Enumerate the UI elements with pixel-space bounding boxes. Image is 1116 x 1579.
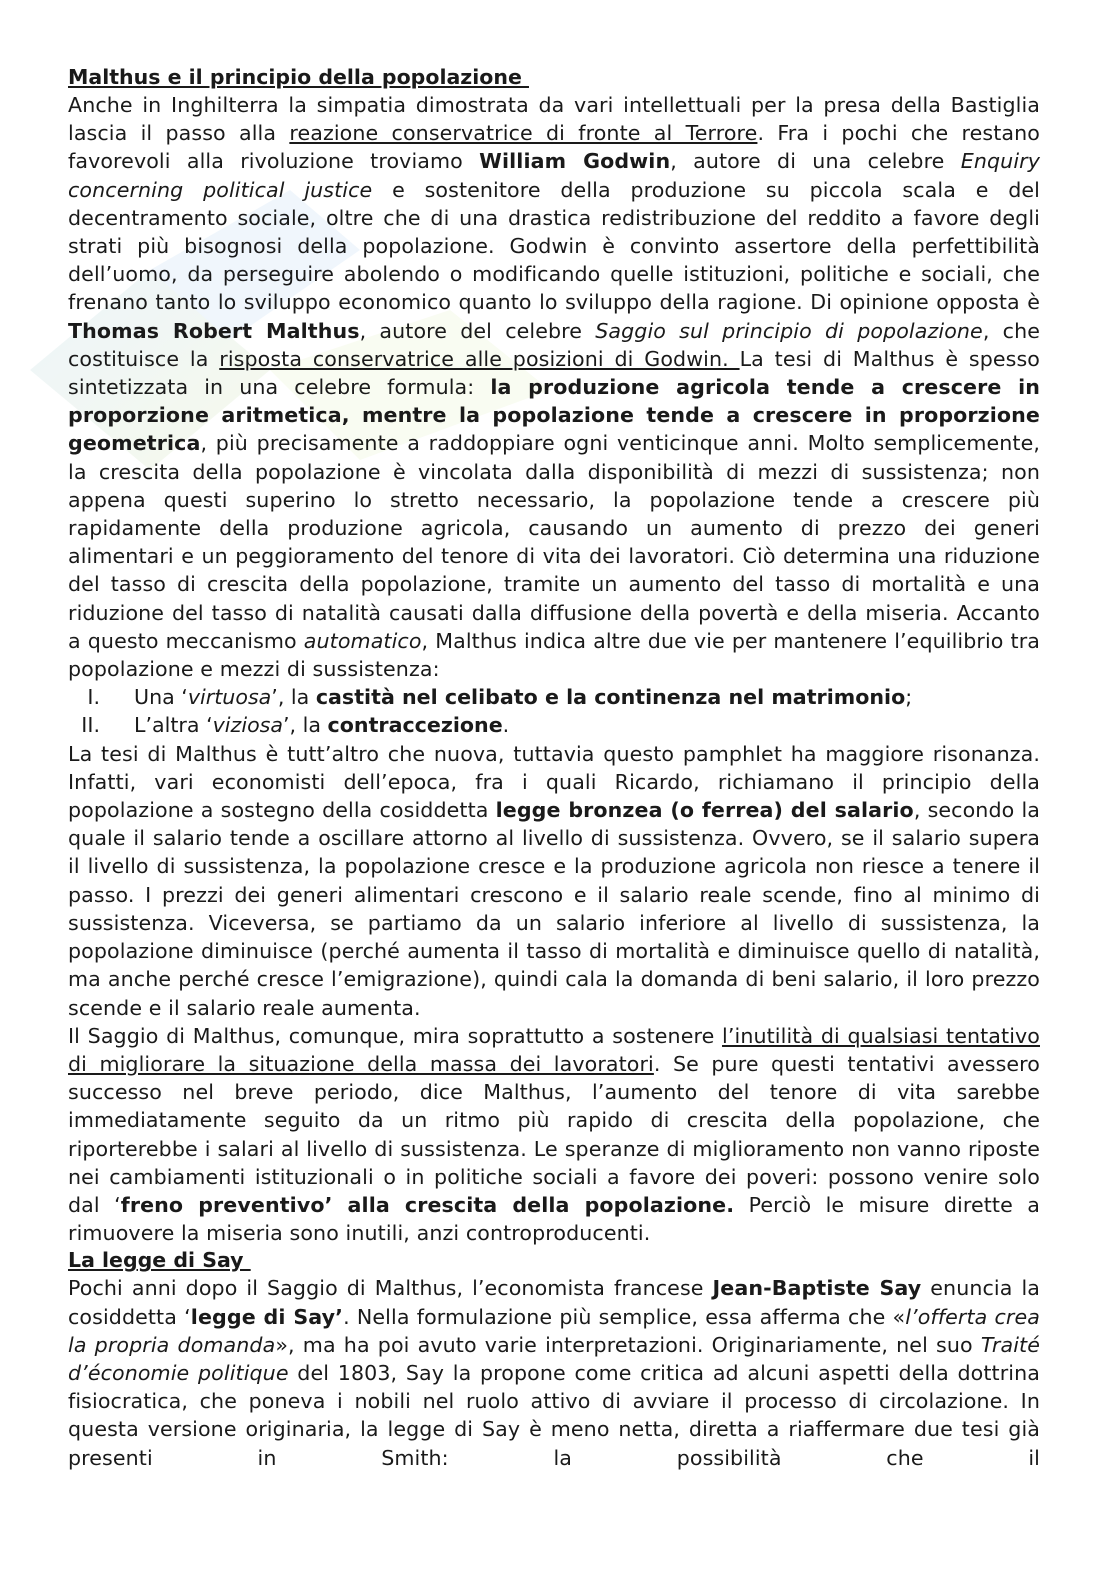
roman-list xyxy=(68,683,1040,739)
bold-name-godwin: William Godwin xyxy=(479,149,671,174)
book-title-enquiry: Enquiry concerning political justice xyxy=(68,149,1040,202)
underlined-phrase: reazione conservatrice di fronte al Terrore xyxy=(289,121,758,146)
list-item: I. Una ‘virtuosa’, la castità nel celibato e la continenza nel matrimonio; xyxy=(87,685,913,710)
paragraph-saggio-conclusion: Il Saggio di Malthus, comunque, mira soprattutto a sostenere l’inutilità di qualsiasi tentativo di migliorare la situazione della massa dei lavoratori. Se pure questi tentativi avessero successo nel breve periodo, dice Malthus, l’aumento del tenore di vita sarebbe immediatamente seguito da un ritmo più rapido di crescita della popolazione, che riporterebbe i salari al livello di sussistenza. Le speranze di miglioramento non vanno riposte nei cambiamenti istituzionali o in politiche sociali a favore dei poveri: possono venire solo dal ‘freno preventivo’ alla crescita della popolazione. Perciò le misure dirette a rimuovere la miseria sono inutili, anzi controproducenti. xyxy=(68,1023,1040,1246)
bold-name-malthus: Thomas Robert Malthus xyxy=(68,318,360,343)
section-title-malthus: Malthus e il principio della popolazione xyxy=(68,65,529,89)
paragraph-malthus-intro: Anche in Inghilterra la simpatia dimostrata da vari intellettuali per la presa della Bastiglia lascia il passo alla reazione conservatrice di fronte al Terrore. Fra i pochi che restano favorevoli alla rivoluzione troviamo William Godwin, autore di una celebre Enquiry concerning political justice e sostenitore della produzione su piccola scala e del decentramento sociale, oltre che di una drastica redistribuzione del reddito a favore degli strati più bisognosi della popolazione. Godwin è convinto assertore della perfettibilità dell’uomo, da perseguire abolendo o modificando quelle istituzioni, politiche e sociali, che frenano tanto lo sviluppo economico quanto lo sviluppo della ragione. Di opinione opposta è Thomas Robert Malthus, autore del celebre Saggio sul principio di popolazione, che costituisce la risposta conservatrice alle posizioni di Godwin. La tesi di Malthus è spesso sintetizzata in una celebre formula: la produzione agricola tende a crescere in proporzione aritmetica, mentre la popolazione tende a crescere in proporzione geometrica, più precisamente a raddoppiare ogni venticinque anni. Molto semplicemente, la crescita della popolazione è vincolata dalla disponibilità di mezzi di sussistenza; non appena questi superino lo stretto necessario, la popolazione tende a crescere più rapidamente della produzione agricola, causando un aumento di prezzo dei generi alimentari e un peggioramento del tenore di vita dei lavoratori. Ciò determina una riduzione del tasso di crescita della popolazione, tramite un aumento del tasso di mortalità e una riduzione del tasso di natalità causati dalla diffusione della povertà e della miseria. Accanto a questo meccanismo automatico, Malthus indica altre due vie per mantenere l’equilibrio tra popolazione e mezzi di sussistenza: xyxy=(68,93,1041,682)
document-page xyxy=(68,64,1040,1472)
bold-name-say: Jean-Baptiste Say xyxy=(712,1276,922,1301)
bold-freno-preventivo: freno preventivo’ alla crescita della popolazione. xyxy=(120,1192,735,1217)
underlined-phrase: risposta conservatrice alle posizioni di Godwin. xyxy=(219,346,740,371)
italic-word: automatico xyxy=(303,628,422,653)
book-title-saggio: Saggio sul principio di popolazione xyxy=(595,318,983,343)
underlined-phrase: l’inutilità di qualsiasi tentativo di migliorare la situazione della massa dei lavoratori xyxy=(68,1023,1040,1076)
bold-legge-say: legge di Say’ xyxy=(190,1304,344,1329)
bold-legge-bronzea: legge bronzea (o ferrea) del salario xyxy=(495,798,914,823)
book-title-traite: Traité d’économie politique xyxy=(68,1332,1040,1385)
paragraph-say: Pochi anni dopo il Saggio di Malthus, l’economista francese Jean-Baptiste Say enuncia la cosiddetta ‘legge di Say’. Nella formulazione più semplice, essa afferma che «l’offerta crea la propria domanda», ma ha poi avuto varie interpretazioni. Originariamente, nel suo Traité d’économie politique del 1803, Say la propone come critica ad alcuni aspetti della dottrina fisiocratica, che poneva i nobili nel ruolo attivo di avviare il processo di circolazione. In questa versione originaria, la legge di Say è meno netta, diretta a riaffermare due tesi già presenti in Smith: la possibilità che il xyxy=(68,1276,1040,1470)
list-item: II. L’altra ‘viziosa’, la contraccezione. xyxy=(81,713,510,738)
paragraph-legge-bronzea: La tesi di Malthus è tutt’altro che nuova, tuttavia questo pamphlet ha maggiore risonanza. Infatti, vari economisti dell’epoca, fra i quali Ricardo, richiamano il principio della popolazione a sostegno della cosiddetta legge bronzea (o ferrea) del salario, secondo la quale il salario tende a oscillare attorno al livello di sussistenza. Ovvero, se il salario supera il livello di sussistenza, la popolazione cresce e la produzione agricola non riesce a tenere il passo. I prezzi dei generi alimentari crescono e il salario reale scende, fino al minimo di sussistenza. Viceversa, se partiamo da un salario inferiore al livello di sussistenza, la popolazione diminuisce (perché aumenta il tasso di mortalità e diminuisce quello di natalità, ma anche perché cresce l’emigrazione), quindi cala la domanda di beni salario, il loro prezzo scende e il salario reale aumenta. xyxy=(68,741,1041,1020)
bold-formula: la produzione agricola tende a crescere in proporzione aritmetica, mentre la popolazione tende a crescere in proporzione geometrica xyxy=(68,375,1040,456)
section-title-say: La legge di Say xyxy=(68,1248,251,1273)
italic-quote: l’offerta crea la propria domanda xyxy=(68,1304,1040,1357)
